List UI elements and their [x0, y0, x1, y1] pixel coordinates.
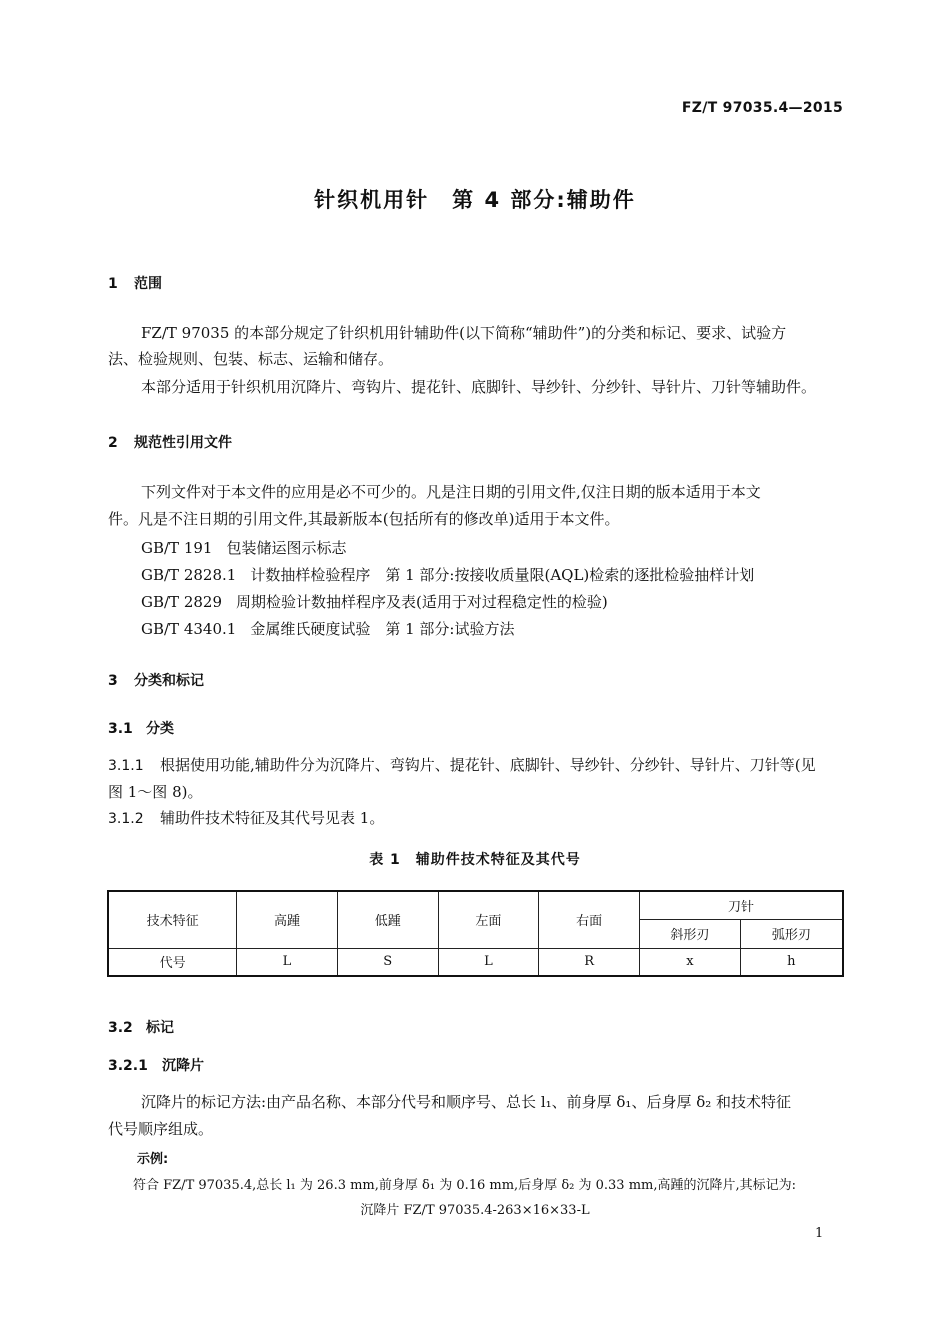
section-title: 分类和标记	[134, 673, 204, 689]
header-cell: 弧形刃	[740, 919, 843, 948]
table-cell: h	[740, 948, 843, 976]
reference-code: GB/T 2828.1	[141, 566, 237, 584]
reference-item	[141, 591, 608, 612]
section-number: 1	[108, 276, 118, 292]
header-cell: 右面	[539, 891, 640, 948]
clause-continuation: 图 1～图 8)。	[108, 783, 203, 801]
section-number: 3.2	[108, 1020, 133, 1036]
header-cell: 低踵	[337, 891, 438, 948]
reference-item	[141, 618, 514, 639]
feature-code-table	[107, 890, 844, 977]
section-title: 范围	[134, 276, 162, 292]
paragraph: 沉降片的标记方法:由产品名称、本部分代号和顺序号、总长 l₁、前身厚 δ₁、后身厚 δ₂ 和技术特征	[141, 1093, 792, 1111]
page-number: 1	[815, 1226, 824, 1241]
clause-number: 3.1.1	[108, 758, 144, 774]
paragraph: FZ/T 97035 的本部分规定了针织机用针辅助件(以下简称“辅助件”)的分类和标记、要求、试验方	[141, 324, 787, 342]
example-text: 符合 FZ/T 97035.4,总长 l₁ 为 26.3 mm,前身厚 δ₁ 为 0.16 mm,后身厚 δ₂ 为 0.33 mm,高踵的沉降片,其标记为:	[133, 1178, 797, 1193]
paragraph-continuation: 代号顺序组成。	[108, 1120, 214, 1138]
table-row	[108, 948, 843, 976]
section-number: 3.2.1	[108, 1058, 148, 1074]
table-header-row	[108, 891, 843, 919]
paragraph: 下列文件对于本文件的应用是必不可少的。凡是注日期的引用文件,仅注日期的版本适用于本文	[141, 483, 761, 501]
paragraph-continuation: 件。凡是不注日期的引用文件,其最新版本(包括所有的修改单)适用于本文件。	[108, 510, 620, 528]
example-label: 示例:	[137, 1152, 169, 1167]
document-title: 针织机用针 第 4 部分:辅助件	[314, 188, 636, 212]
table-cell: S	[337, 948, 438, 976]
section-title: 沉降片	[162, 1058, 204, 1074]
clause-text: 辅助件技术特征及其代号见表 1。	[160, 809, 385, 827]
standard-code: FZ/T 97035.4—2015	[681, 100, 843, 116]
table-caption: 表 1 辅助件技术特征及其代号	[369, 852, 581, 868]
table-cell: x	[640, 948, 741, 976]
paragraph-continuation: 法、检验规则、包装、标志、运输和储存。	[108, 350, 394, 368]
section-3-heading	[108, 670, 204, 690]
example-mark: 沉降片 FZ/T 97035.4-263×16×33-L	[360, 1203, 590, 1218]
paragraph: 本部分适用于针织机用沉降片、弯钩片、提花针、底脚针、导纱针、分纱针、导针片、刀针等辅助件。	[141, 378, 817, 396]
table-cell: L	[237, 948, 338, 976]
table-cell: 代号	[108, 948, 237, 976]
reference-code: GB/T 4340.1	[141, 620, 237, 638]
reference-title: 周期检验计数抽样程序及表(适用于对过程稳定性的检验)	[236, 593, 608, 611]
header-cell: 刀针	[640, 891, 843, 919]
reference-title: 计数抽样检验程序 第 1 部分:按接收质量限(AQL)检索的逐批检验抽样计划	[250, 566, 755, 584]
reference-title: 包装储运图示标志	[226, 539, 347, 557]
reference-item	[141, 564, 754, 585]
table-cell: L	[438, 948, 539, 976]
section-title: 标记	[146, 1020, 174, 1036]
subsection-3-2-1-heading	[108, 1055, 204, 1075]
table-cell: R	[539, 948, 640, 976]
reference-code: GB/T 191	[141, 539, 213, 557]
clause-3-1-1	[108, 752, 816, 779]
subsection-3-2-heading	[108, 1017, 174, 1037]
header-cell: 高踵	[237, 891, 338, 948]
clause-number: 3.1.2	[108, 811, 144, 827]
reference-item	[141, 537, 346, 558]
section-2-heading	[108, 432, 232, 452]
section-number: 3	[108, 673, 118, 689]
reference-code: GB/T 2829	[141, 593, 223, 611]
clause-text: 根据使用功能,辅助件分为沉降片、弯钩片、提花针、底脚针、导纱针、分纱针、导针片、刀针等(见	[160, 756, 816, 774]
header-cell: 斜形刃	[640, 919, 741, 948]
section-number: 3.1	[108, 721, 133, 737]
reference-title: 金属维氏硬度试验 第 1 部分:试验方法	[250, 620, 515, 638]
section-number: 2	[108, 435, 118, 451]
header-cell: 技术特征	[108, 891, 237, 948]
section-title: 分类	[146, 721, 174, 737]
section-1-heading	[108, 273, 162, 293]
header-cell: 左面	[438, 891, 539, 948]
section-title: 规范性引用文件	[134, 435, 232, 451]
subsection-3-1-heading	[108, 718, 174, 738]
clause-3-1-2	[108, 805, 384, 832]
